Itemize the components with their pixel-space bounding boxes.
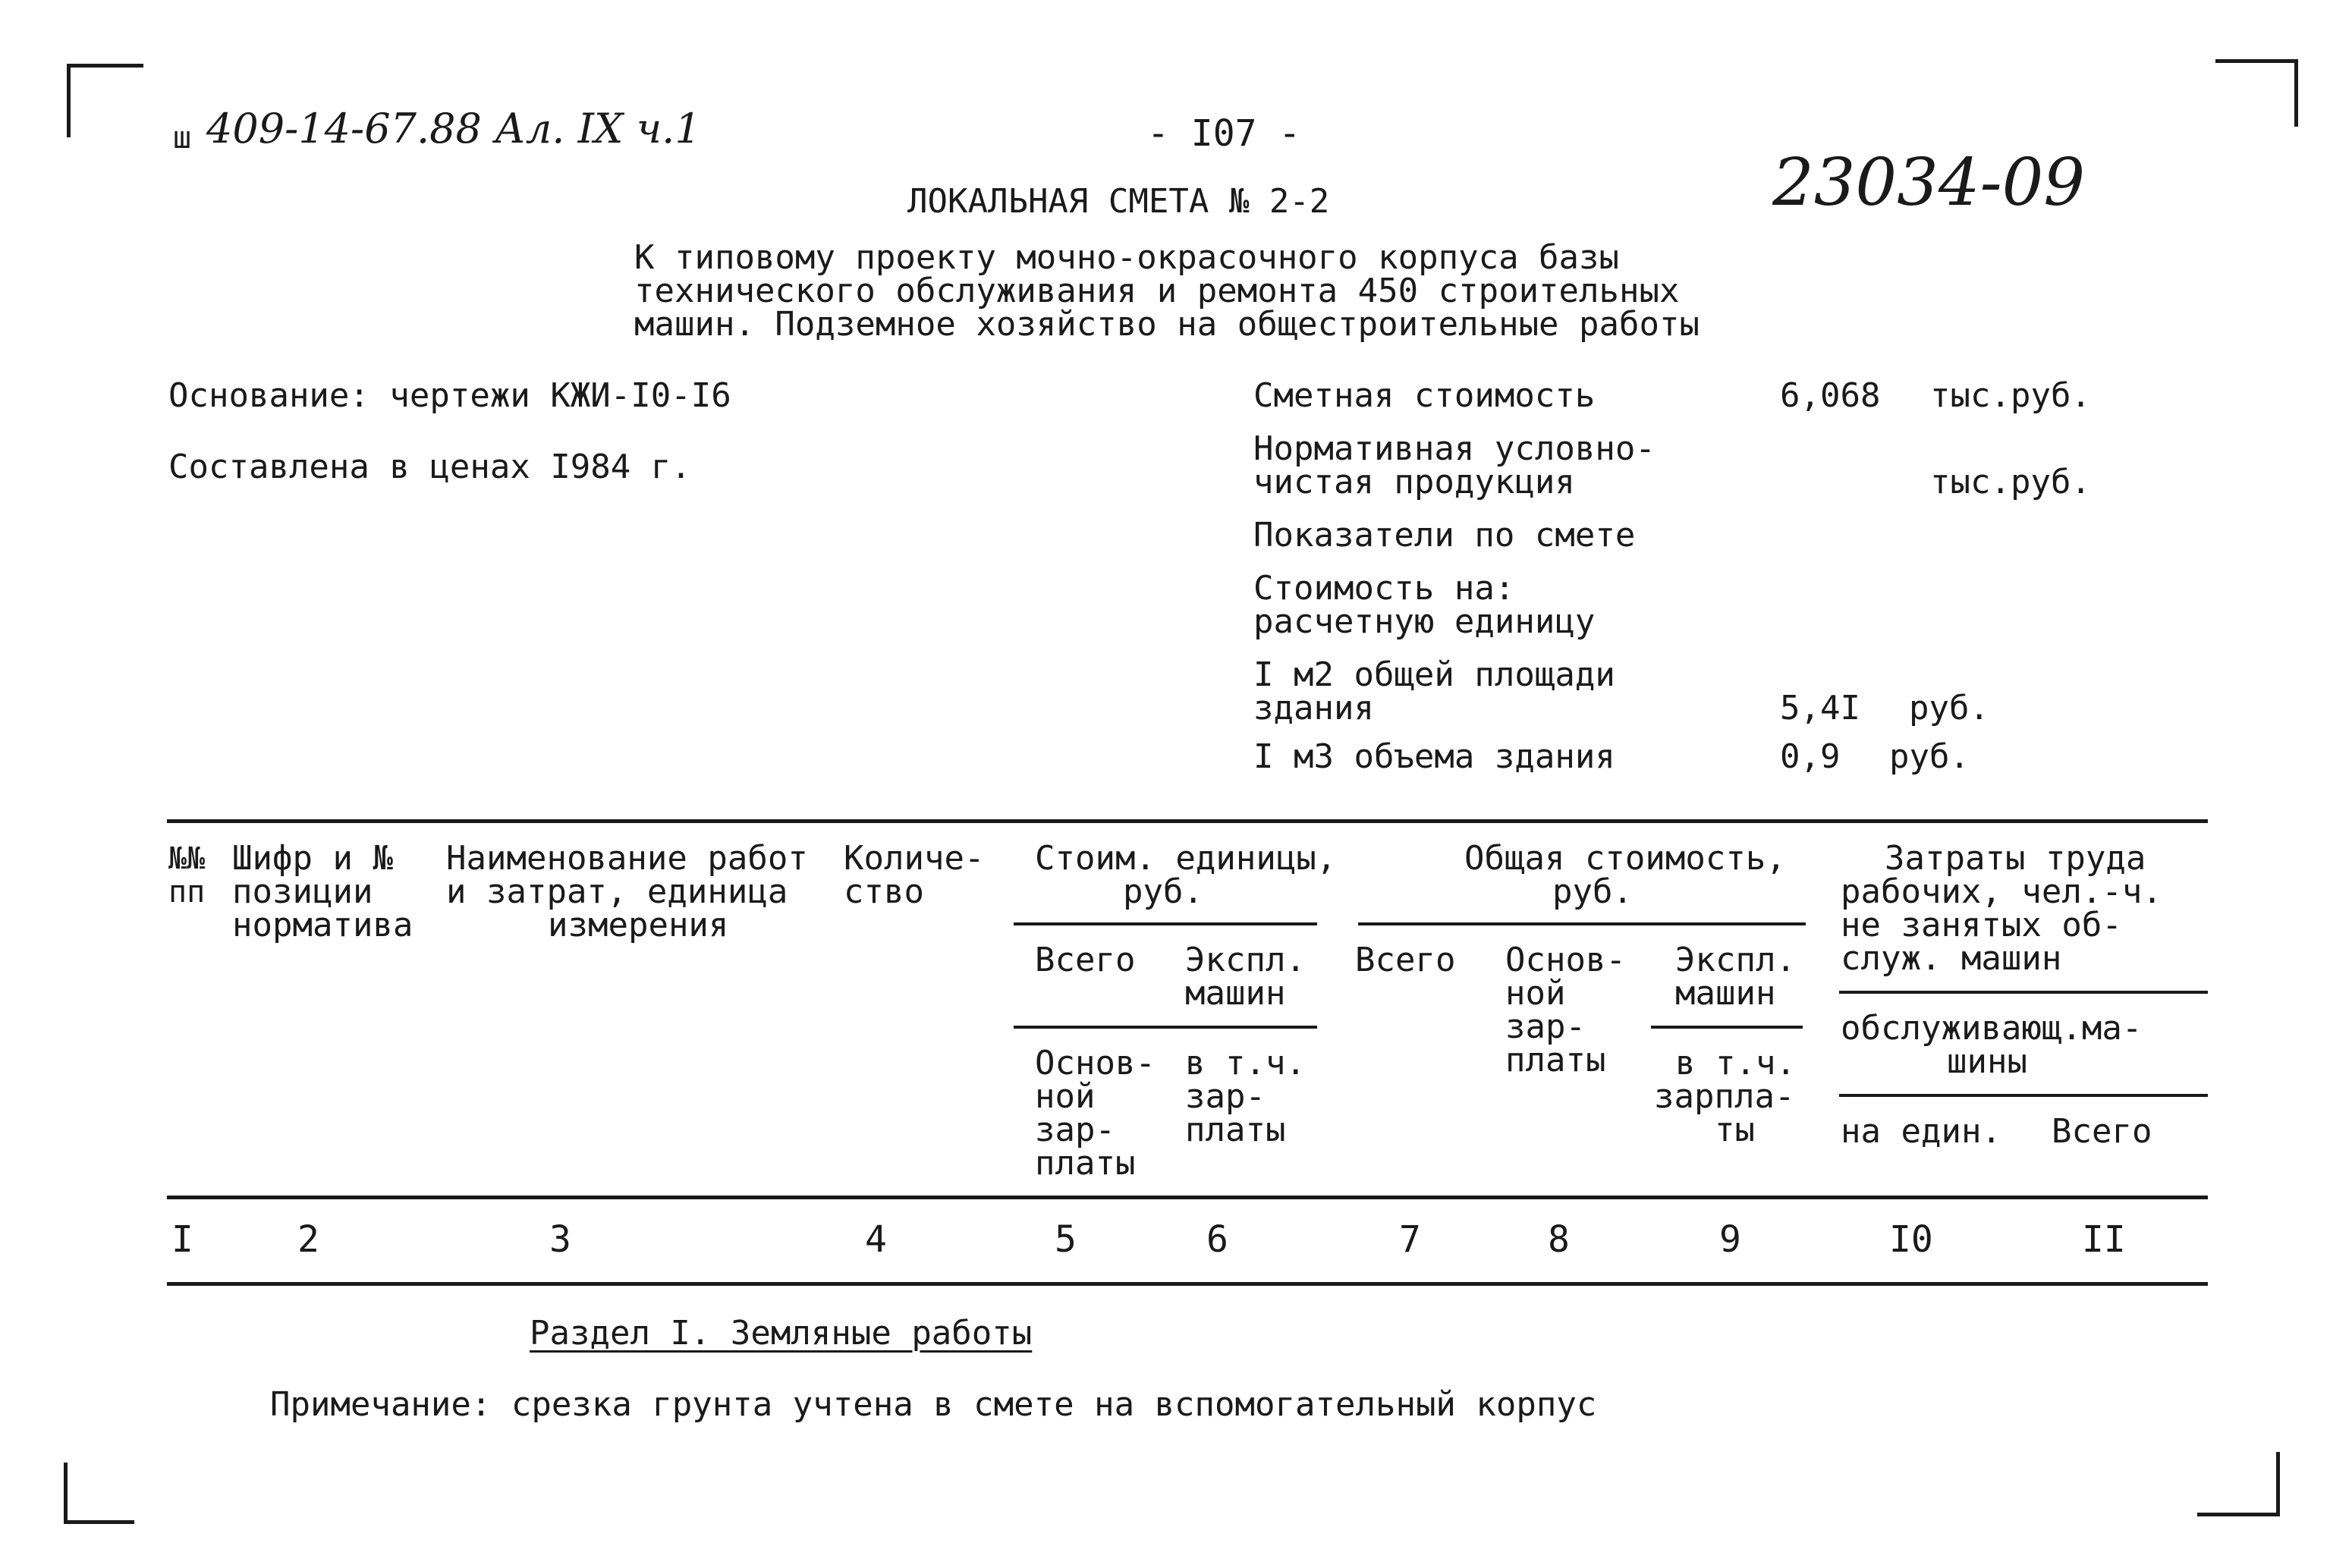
page-number: - I07 - bbox=[1147, 112, 1301, 155]
doc-code-prefix: ш bbox=[173, 121, 192, 156]
labor-rule-2 bbox=[1839, 1094, 2208, 1097]
col2-header-line-1: Шифр и № bbox=[232, 839, 393, 878]
col1-header-line-1: №№ bbox=[168, 841, 206, 876]
labor-per-unit-header: на един. bbox=[1841, 1112, 2001, 1151]
estimated-cost-unit: тыс.руб. bbox=[1930, 376, 2091, 415]
page-title: ЛОКАЛЬНАЯ СМЕТА № 2-2 bbox=[907, 182, 1330, 221]
total-incl-salary-line-3: ты bbox=[1715, 1111, 1755, 1149]
corner-mark-top-left bbox=[67, 64, 143, 137]
volume-label: I м3 объема здания bbox=[1253, 737, 1615, 776]
total-base-salary-line-4: платы bbox=[1505, 1041, 1606, 1079]
total-machines-line-2: машин bbox=[1675, 974, 1776, 1013]
unit-base-salary-line-2: ной bbox=[1035, 1077, 1096, 1116]
col3-header-line-1: Наименование работ bbox=[446, 839, 808, 878]
corner-mark-bottom-right bbox=[2197, 1452, 2280, 1516]
archive-number: 23034-09 bbox=[1772, 145, 2086, 221]
column-number-9: 9 bbox=[1719, 1218, 1741, 1261]
area-label-1: I м2 общей площади bbox=[1253, 655, 1615, 694]
column-number-2: 2 bbox=[297, 1218, 319, 1261]
column-number-1: I bbox=[171, 1218, 193, 1261]
unit-cost-rule bbox=[1014, 922, 1317, 925]
col4-header-line-1: Количе- bbox=[844, 839, 985, 878]
unit-sub-rule bbox=[1014, 1026, 1317, 1029]
unit-base-salary-line-1: Основ- bbox=[1035, 1044, 1156, 1083]
unit-total-header: Всего bbox=[1035, 941, 1136, 979]
prices-text: Составлена в ценах I984 г. bbox=[168, 448, 691, 486]
corner-mark-bottom-left bbox=[64, 1463, 134, 1524]
column-number-5: 5 bbox=[1055, 1218, 1077, 1261]
total-machines-line-1: Экспл. bbox=[1675, 941, 1796, 979]
area-unit: руб. bbox=[1909, 689, 1989, 727]
column-number-8: 8 bbox=[1548, 1218, 1570, 1261]
unit-incl-salary-line-2: зар- bbox=[1185, 1077, 1266, 1116]
estimated-cost-value: 6,068 bbox=[1780, 376, 1881, 415]
total-cost-header-line-1: Общая стоимость, bbox=[1464, 839, 1786, 878]
col3-header-line-3: измерения bbox=[548, 906, 729, 944]
labor-total-header: Всего bbox=[2052, 1112, 2152, 1151]
col3-header-line-2: и затрат, единица bbox=[446, 872, 788, 911]
labor-header-line-4: служ. машин bbox=[1841, 939, 2062, 978]
area-value: 5,4I bbox=[1780, 689, 1860, 727]
basis-text: Основание: чертежи КЖИ-I0-I6 bbox=[168, 376, 731, 415]
col2-header-line-3: норматива bbox=[232, 906, 413, 944]
unit-cost-header-line-1: Стоим. единицы, bbox=[1035, 839, 1337, 878]
total-incl-salary-line-1: в т.ч. bbox=[1675, 1044, 1796, 1083]
area-label-2: здания bbox=[1253, 689, 1374, 727]
cost-per-label-1: Стоимость на: bbox=[1253, 569, 1515, 608]
section-title: Раздел I. Земляные работы bbox=[530, 1314, 1033, 1353]
estimated-cost-label: Сметная стоимость bbox=[1253, 376, 1596, 415]
normative-label-1: Нормативная условно- bbox=[1253, 429, 1656, 468]
labor-header-line-2: рабочих, чел.-ч. bbox=[1841, 872, 2162, 911]
table-top-rule bbox=[167, 819, 2208, 823]
normative-unit: тыс.руб. bbox=[1930, 463, 2091, 501]
column-number-6: 6 bbox=[1206, 1218, 1228, 1261]
labor-header-line-1: Затраты труда bbox=[1885, 839, 2146, 878]
unit-base-salary-line-4: платы bbox=[1035, 1144, 1136, 1183]
col4-header-line-2: ство bbox=[844, 872, 924, 911]
column-number-10: I0 bbox=[1889, 1218, 1933, 1261]
unit-machines-header-line-2: машин bbox=[1185, 974, 1286, 1013]
total-incl-salary-line-2: зарпла- bbox=[1654, 1077, 1795, 1116]
total-base-salary-line-2: ной bbox=[1505, 974, 1566, 1013]
column-numbers-rule bbox=[167, 1282, 2208, 1286]
subtitle-line-2: технического обслуживания и ремонта 450 строительных bbox=[634, 272, 1680, 310]
normative-label-2: чистая продукция bbox=[1253, 463, 1575, 501]
volume-unit: руб. bbox=[1889, 737, 1970, 776]
doc-code: 409-14-67.88 Ал. IX ч.1 bbox=[206, 105, 701, 152]
column-number-4: 4 bbox=[865, 1218, 887, 1261]
col2-header-line-2: позиции bbox=[232, 872, 373, 911]
unit-cost-header-line-2: руб. bbox=[1123, 872, 1203, 911]
total-cost-rule bbox=[1358, 922, 1806, 925]
unit-base-salary-line-3: зар- bbox=[1035, 1111, 1115, 1149]
labor-serving-line-1: обслуживающ.ма- bbox=[1841, 1009, 2143, 1048]
total-base-salary-line-3: зар- bbox=[1505, 1007, 1586, 1046]
subtitle-line-3: машин. Подземное хозяйство на общестроительные работы bbox=[634, 305, 1700, 344]
column-number-3: 3 bbox=[549, 1218, 571, 1261]
unit-incl-salary-line-3: платы bbox=[1185, 1111, 1286, 1149]
unit-machines-header-line-1: Экспл. bbox=[1185, 941, 1306, 979]
section-note: Примечание: срезка грунта учтена в смете на вспомогательный корпус bbox=[270, 1385, 1597, 1424]
cost-per-label-2: расчетную единицу bbox=[1253, 602, 1596, 641]
col1-header-line-2: пп bbox=[168, 875, 206, 910]
subtitle-line-1: К типовому проекту мочно-окрасочного корпуса базы bbox=[634, 238, 1620, 277]
labor-header-line-3: не занятых об- bbox=[1841, 906, 2122, 944]
indicators-label: Показатели по смете bbox=[1253, 516, 1636, 555]
volume-value: 0,9 bbox=[1780, 737, 1841, 776]
corner-mark-top-right bbox=[2215, 59, 2298, 127]
labor-serving-line-2: шины bbox=[1947, 1042, 2027, 1081]
total-base-salary-line-1: Основ- bbox=[1505, 941, 1626, 979]
labor-rule-1 bbox=[1839, 991, 2208, 994]
total-cost-header-line-2: руб. bbox=[1552, 872, 1633, 911]
header-bottom-rule bbox=[167, 1196, 2208, 1199]
column-number-7: 7 bbox=[1399, 1218, 1421, 1261]
total-sub-rule bbox=[1651, 1026, 1803, 1029]
unit-incl-salary-line-1: в т.ч. bbox=[1185, 1044, 1306, 1083]
total-all-header: Всего bbox=[1355, 941, 1456, 979]
column-number-11: II bbox=[2082, 1218, 2126, 1261]
